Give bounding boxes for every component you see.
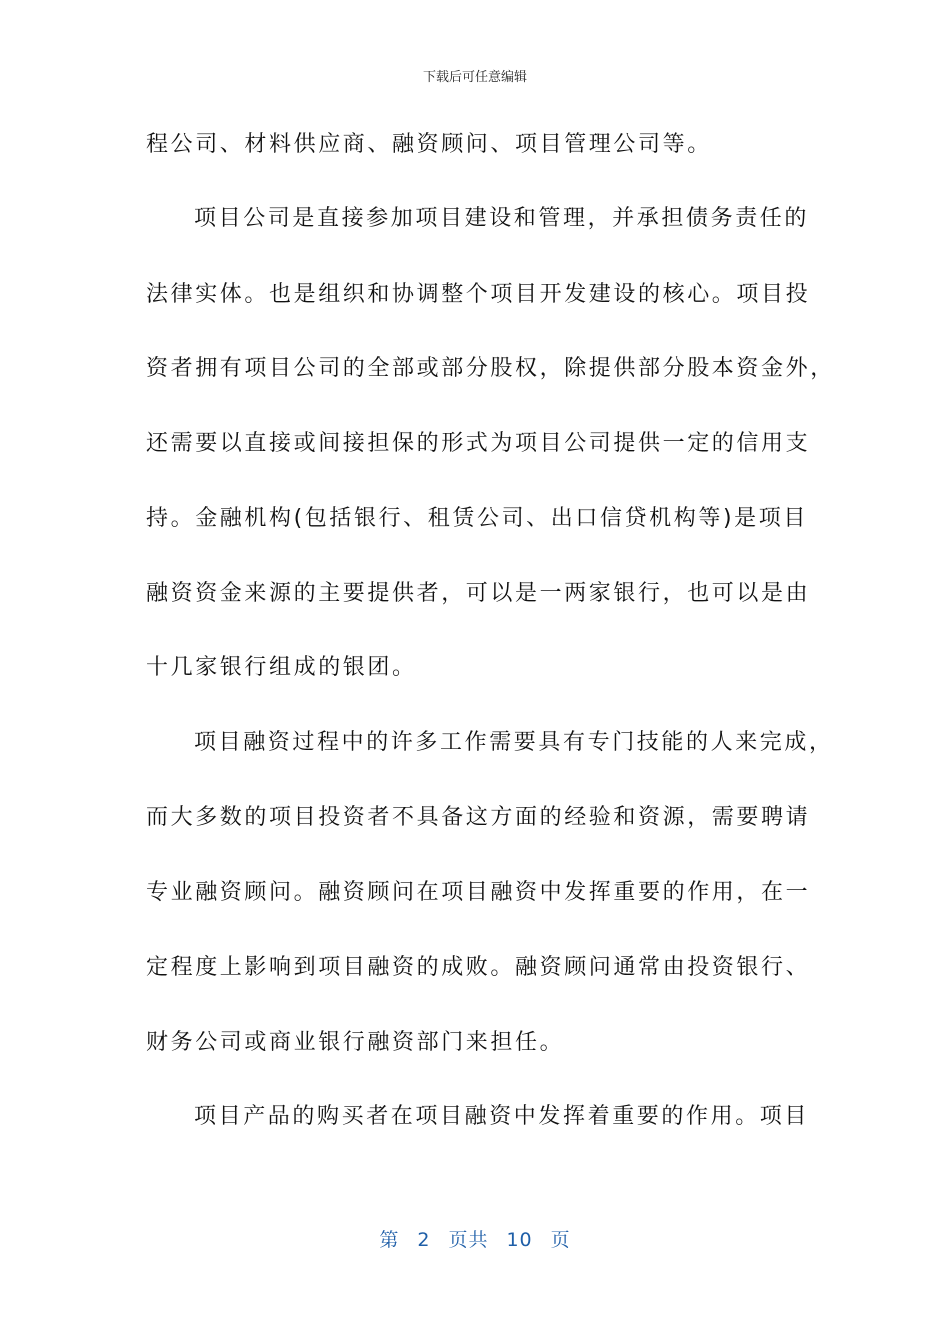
footer-suffix: 页: [550, 1229, 571, 1251]
body-line-8: 十几家银行组成的银团。: [146, 655, 417, 680]
body-line-1: 程公司、材料供应商、融资顾问、项目管理公司等。: [146, 132, 712, 157]
body-line-11: 专业融资顾问。融资顾问在项目融资中发挥重要的作用，在一: [146, 880, 811, 905]
body-line-2: 项目公司是直接参加项目建设和管理，并承担债务责任的: [194, 206, 810, 231]
header-note: 下载后可任意编辑: [422, 70, 527, 85]
current-page-number: 2: [417, 1229, 431, 1251]
body-line-7: 融资资金来源的主要提供者，可以是一两家银行，也可以是由: [146, 581, 811, 606]
footer-prefix: 第: [379, 1229, 400, 1251]
body-line-4: 资者拥有项目公司的全部或部分股权，除提供部分股本资金外，: [146, 356, 835, 381]
body-line-5: 还需要以直接或间接担保的形式为项目公司提供一定的信用支: [146, 431, 811, 456]
total-page-number: 10: [506, 1229, 533, 1251]
body-line-12: 定程度上影响到项目融资的成败。融资顾问通常由投资银行、: [146, 955, 811, 980]
body-line-10: 而大多数的项目投资者不具备这方面的经验和资源，需要聘请: [146, 805, 811, 830]
body-line-14: 项目产品的购买者在项目融资中发挥着重要的作用。项目: [194, 1104, 810, 1129]
body-line-13: 财务公司或商业银行融资部门来担任。: [146, 1030, 565, 1055]
body-line-3: 法律实体。也是组织和协调整个项目开发建设的核心。项目投: [146, 282, 811, 307]
footer-middle: 页共: [448, 1229, 489, 1251]
page-footer: [0, 1225, 950, 1252]
body-line-6: 持。金融机构(包括银行、租赁公司、出口信贷机构等)是项目: [146, 506, 808, 531]
body-line-9: 项目融资过程中的许多工作需要具有专门技能的人来完成，: [194, 730, 834, 755]
